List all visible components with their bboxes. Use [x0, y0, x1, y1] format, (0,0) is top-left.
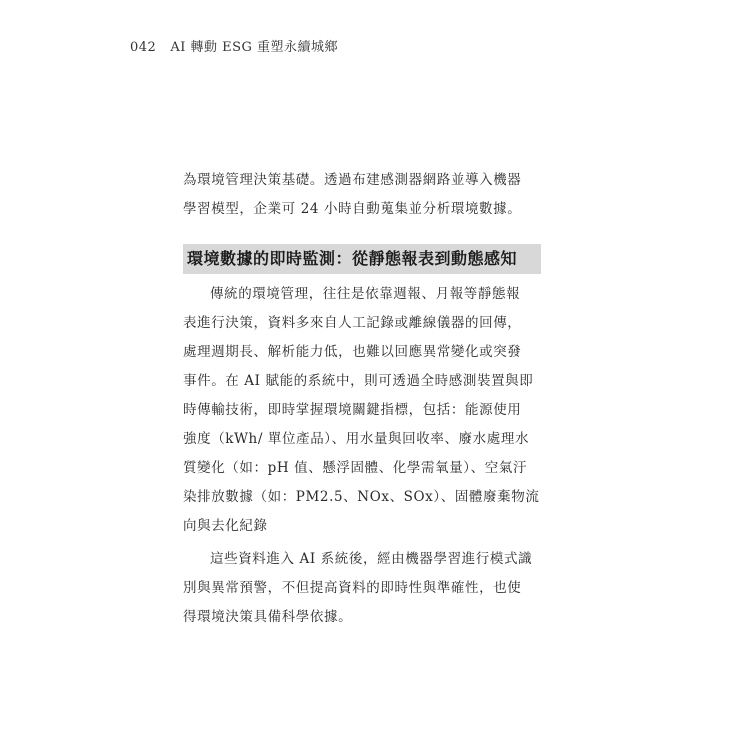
text-line: 處理週期長、解析能力低，也難以回應異常變化或突發 — [183, 344, 522, 360]
text-line: 染排放數據（如：PM2.5、NOx、SOx）、固體廢棄物流 — [183, 489, 540, 505]
body-paragraph-1 — [183, 280, 545, 541]
text-line: 時傳輸技術，即時掌握環境關鍵指標，包括：能源使用 — [183, 402, 522, 418]
page-body — [183, 166, 545, 632]
text-line: 得環境決策具備科學依據。 — [183, 609, 353, 625]
text-line: 表進行決策，資料多來自人工記錄或離線儀器的回傳， — [183, 315, 522, 331]
intro-paragraph — [183, 166, 545, 224]
text-line: 質變化（如：pH 值、懸浮固體、化學需氧量）、空氣汙 — [183, 460, 528, 476]
text-line: 向與去化紀錄 — [183, 518, 268, 534]
text-line: 為環境管理決策基礎。透過布建感測器網路並導入機器 — [183, 172, 522, 188]
page-number: 042 — [130, 40, 157, 55]
book-title: AI 轉動 ESG 重塑永續城鄉 — [170, 40, 339, 55]
body-paragraph-2 — [183, 545, 545, 632]
text-line: 強度（kWh/ 單位產品）、用水量與回收率、廢水處理水 — [183, 431, 530, 447]
text-line: 別與異常預警，不但提高資料的即時性與準確性，也使 — [183, 580, 522, 596]
section-heading: 環境數據的即時監測：從靜態報表到動態感知 — [183, 244, 541, 274]
text-line: 事件。在 AI 賦能的系統中，則可透過全時感測裝置與即 — [183, 373, 534, 389]
text-line: 學習模型，企業可 24 小時自動蒐集並分析環境數據。 — [183, 201, 522, 217]
text-line: 傳統的環境管理，往往是依靠週報、月報等靜態報 — [210, 286, 521, 302]
text-line: 這些資料進入 AI 系統後，經由機器學習進行模式識 — [210, 551, 533, 567]
running-header — [130, 36, 338, 55]
